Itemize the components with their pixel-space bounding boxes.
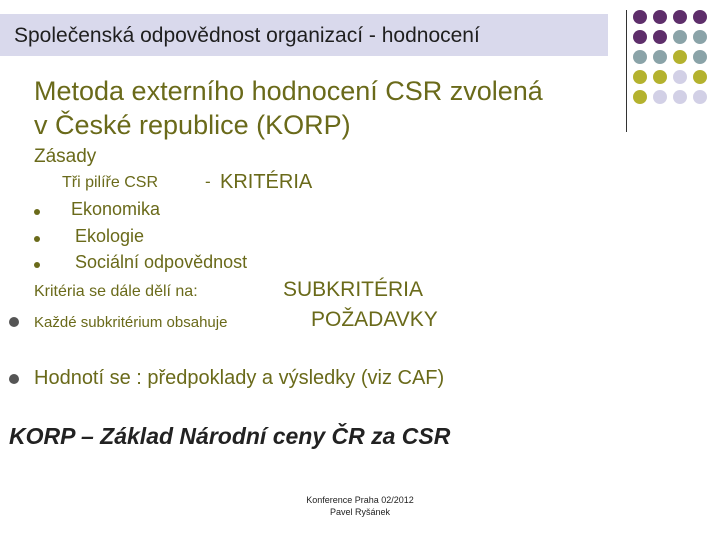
decor-dot [653,30,667,44]
dash-separator: - [205,172,211,191]
decor-dot [633,10,647,24]
footer-author: Pavel Ryšánek [329,507,391,517]
pillar-socialni: Sociální odpovědnost [75,252,248,272]
decor-dot [693,50,707,64]
decor-dot [693,70,707,84]
decor-dot [673,70,687,84]
bullet-icon [9,374,19,384]
decor-dot [693,90,707,104]
pillar-ekologie: Ekologie [75,226,145,246]
decor-dot [693,10,707,24]
hodnoti-se-line: Hodnotí se : předpoklady a výsledky (viz CAF) [34,367,445,389]
footer-conference: Konference Praha 02/2012 [306,495,414,505]
decor-divider [626,10,627,132]
tri-pilire-label: Tři pilíře CSR [62,174,159,191]
bullet-icon [34,262,40,268]
bullet-icon [34,236,40,242]
decor-dot [633,90,647,104]
decor-dot [693,30,707,44]
page-title: Společenská odpovědnost organizací - hodnocení [14,24,480,47]
decor-dot [633,50,647,64]
decor-dot [633,30,647,44]
decor-dot [633,70,647,84]
decor-dot [653,10,667,24]
kazde-subkriterium-label: Každé subkritérium obsahuje [34,314,228,331]
zasady-label: Zásady [34,146,97,167]
slide-title [34,74,543,142]
bullet-icon [34,209,40,215]
decor-dot [653,50,667,64]
decor-dot [673,30,687,44]
korp-heading: KORP – Základ Národní ceny ČR za CSR [9,423,451,449]
kriteria-deli-label: Kritéria se dále dělí na: [34,283,198,300]
subkriteria-label: SUBKRITÉRIA [283,278,424,301]
pillar-ekonomika: Ekonomika [71,199,161,219]
slide-title-line1: Metoda externího hodnocení CSR zvolená [34,76,543,106]
decor-dot [673,90,687,104]
bullet-icon [9,317,19,327]
kriteria-label: KRITÉRIA [220,171,313,193]
decor-dot [673,10,687,24]
decor-dot [653,90,667,104]
slide-title-line2: v České republice (KORP) [34,110,351,140]
decor-dot [673,50,687,64]
pozadavky-label: POŽADAVKY [311,308,438,331]
decor-dot [653,70,667,84]
